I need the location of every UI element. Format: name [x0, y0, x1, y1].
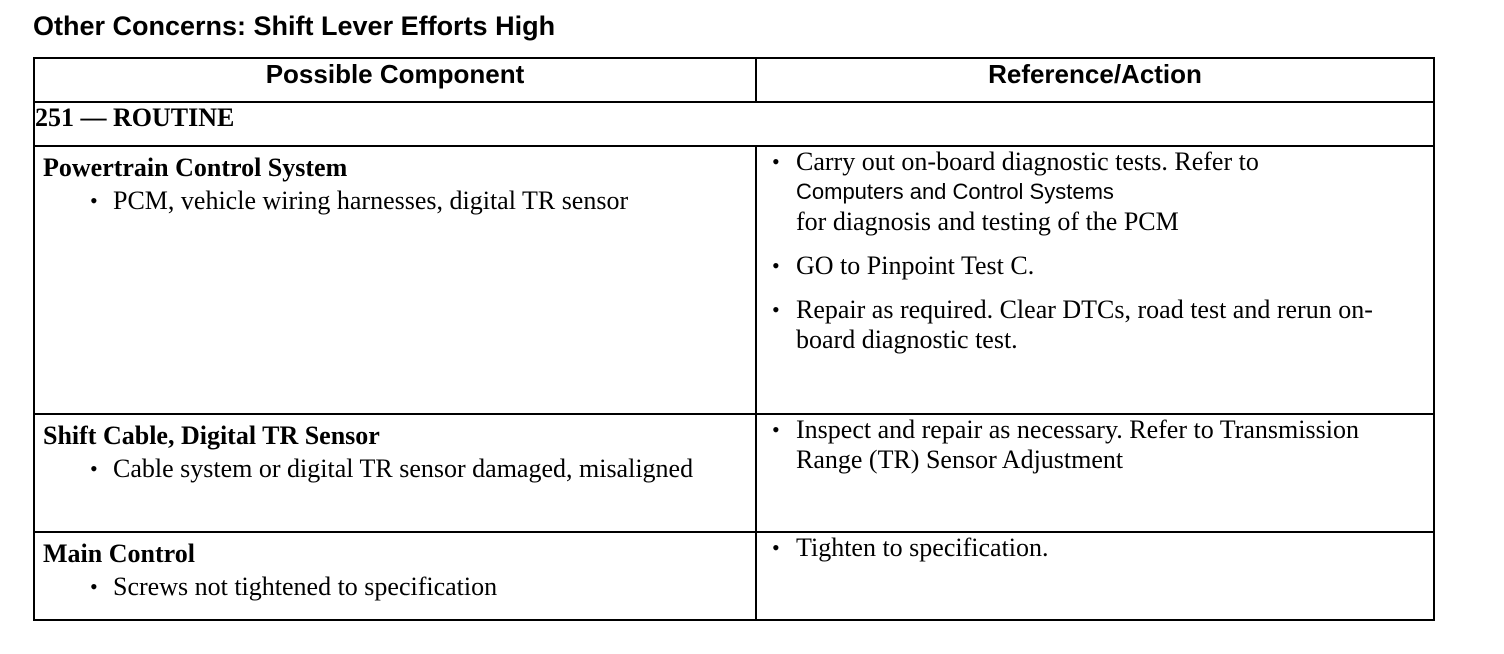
component-item-text: PCM, vehicle wiring harnesses, digital TR sensor	[113, 186, 629, 215]
action-cell	[756, 146, 1434, 414]
bullet-icon: •	[90, 574, 98, 599]
section-title: Main Control	[43, 539, 195, 568]
table-header-row	[34, 58, 1434, 102]
table-row	[34, 532, 1434, 620]
pinpoint-test-link[interactable]: GO to Pinpoint Test C.	[796, 251, 1035, 280]
bullet-icon: •	[772, 535, 780, 560]
action-item-text: Repair as required. Clear DTCs, road test and rerun on-board diagnostic test.	[796, 295, 1373, 354]
action-cell	[756, 414, 1434, 532]
bullet-icon: •	[772, 253, 780, 278]
action-item-text: Carry out on-board diagnostic tests. Refer to	[796, 147, 1259, 176]
component-item	[35, 454, 755, 484]
bullet-icon: •	[772, 149, 780, 174]
action-item	[757, 147, 1433, 237]
component-item-text: Screws not tightened to specification	[113, 572, 498, 601]
action-item-text: Tighten to specification.	[796, 533, 1049, 562]
bullet-icon: •	[90, 456, 98, 481]
component-item-text: Cable system or digital TR sensor damaged, misaligned	[113, 454, 694, 483]
bullet-icon: •	[772, 417, 780, 442]
component-cell	[34, 414, 756, 532]
action-cell	[756, 532, 1434, 620]
section-title: Powertrain Control System	[43, 153, 348, 182]
table-row	[34, 146, 1434, 414]
page-title: Other Concerns: Shift Lever Efforts High	[33, 11, 556, 41]
reference-link[interactable]: Computers and Control Systems	[796, 179, 1114, 204]
action-item	[757, 251, 1433, 281]
component-item	[35, 186, 755, 216]
action-item	[757, 415, 1433, 475]
bullet-icon: •	[90, 188, 98, 213]
component-item	[35, 572, 755, 602]
table-row	[34, 414, 1434, 532]
action-item-text: Inspect and repair as necessary. Refer to Transmission Range (TR) Sensor Adjustment	[796, 415, 1359, 474]
diagnosis-table	[33, 57, 1435, 621]
action-item	[757, 295, 1433, 355]
action-item-tail: for diagnosis and testing of the PCM	[796, 207, 1179, 236]
column-header-action: Reference/Action	[756, 58, 1434, 102]
action-item	[757, 533, 1433, 563]
routine-row	[34, 102, 1434, 146]
bullet-icon: •	[772, 297, 780, 322]
routine-label: 251 — ROUTINE	[34, 102, 1434, 146]
component-cell	[34, 146, 756, 414]
column-header-component: Possible Component	[34, 58, 756, 102]
component-cell	[34, 532, 756, 620]
section-title: Shift Cable, Digital TR Sensor	[43, 421, 380, 450]
